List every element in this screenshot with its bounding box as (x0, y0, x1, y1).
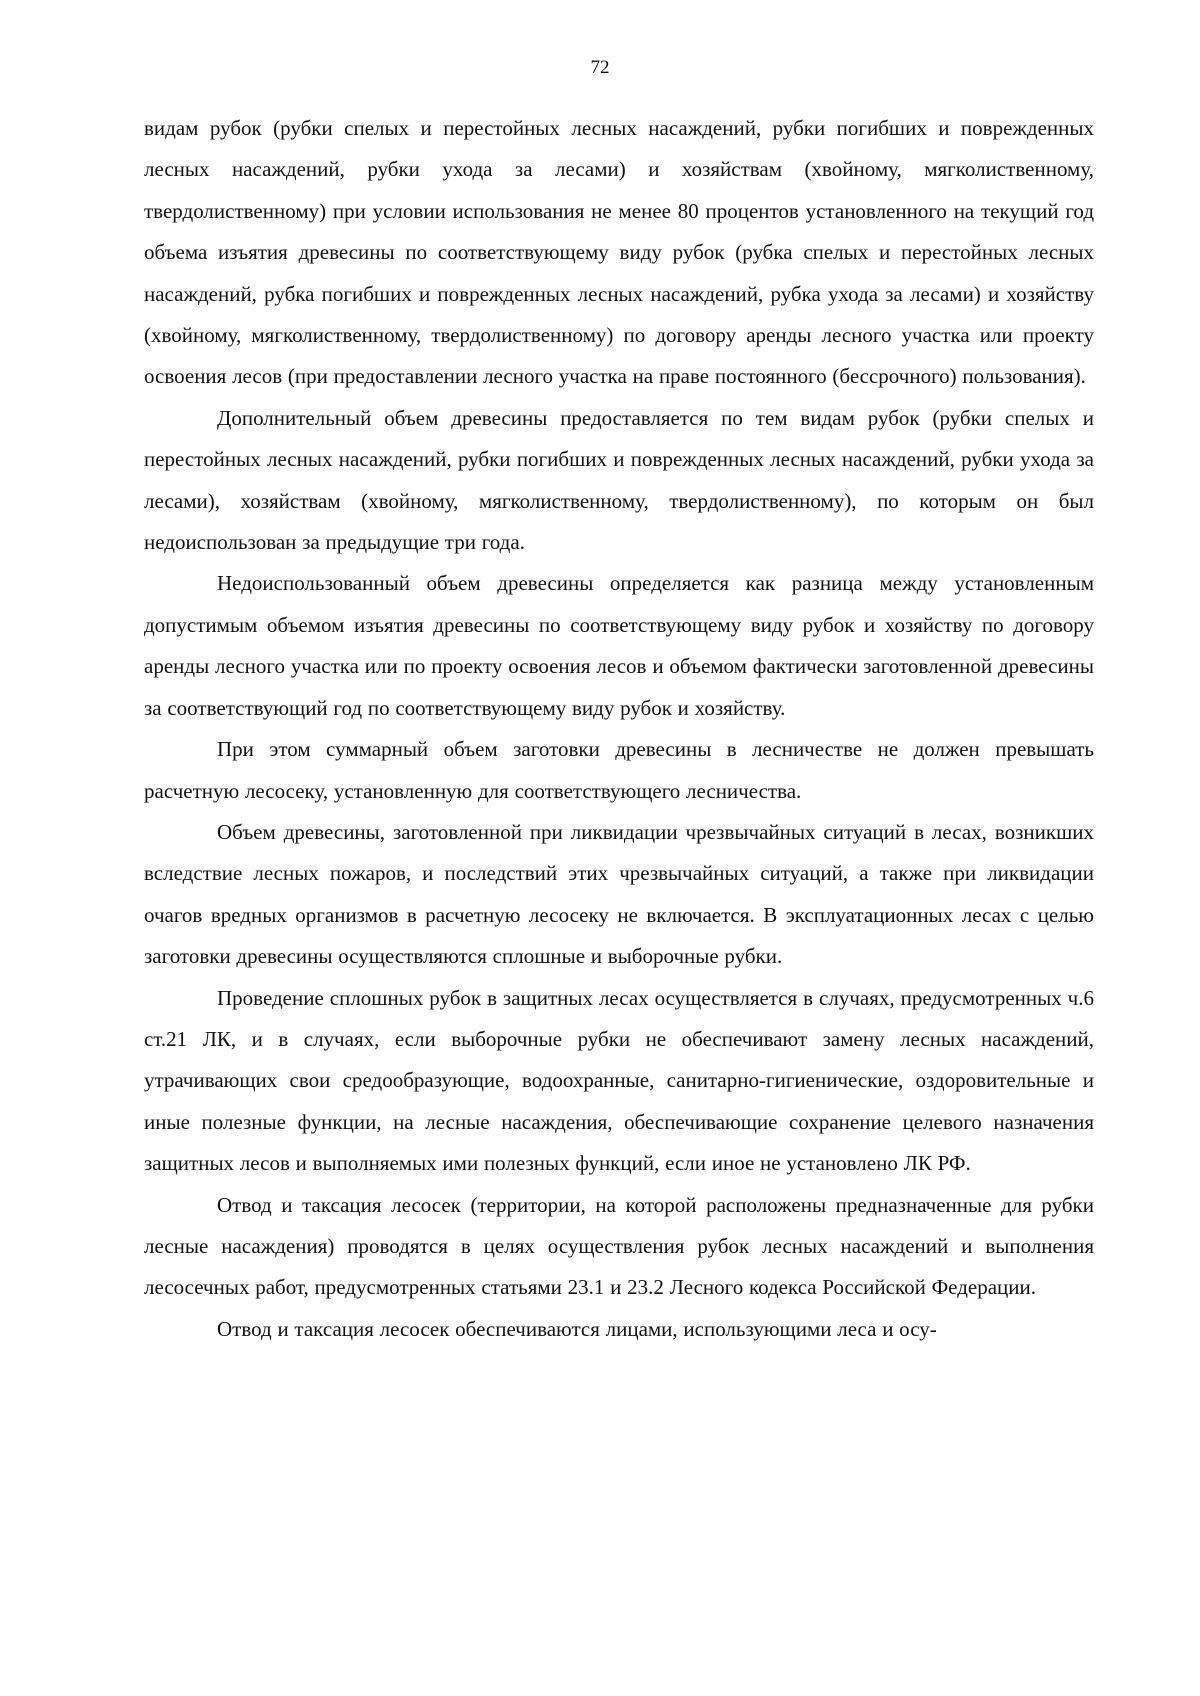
paragraph-total-harvest: При этом суммарный объем заготовки древесины в лесничестве не должен превышать расчетную лесосеку, установленную для соответствующего лесничества. (144, 737, 1094, 803)
document-body (144, 108, 1094, 1350)
paragraph-clear-cutting: Проведение сплошных рубок в защитных лесах осуществляется в случаях, предусмотренных ч.6 ст.21 ЛК, и в случаях, если выборочные рубки не обеспечивают замену лесных насаждений, утрачивающих свои средообразующие, водоохранные, санитарно-гигиенические, оздоровительные и иные полезные функции, на лесные насаждения, обеспечивающие сохранение целевого назначения защитных лесов и выполняемых ими полезных функций, если иное не установлено ЛК РФ. (144, 985, 1094, 1176)
paragraph-unused-volume: Недоиспользованный объем древесины определяется как разница между установленным допустимым объемом изъятия древесины по соответствующему виду рубок и хозяйству по договору аренды лесного участка или по проекту освоения лесов и объемом фактически заготовленной древесины за соответствующий год по соответствующему виду рубок и хозяйству. (144, 571, 1094, 720)
page-number: 72 (590, 57, 610, 78)
paragraph-additional-volume: Дополнительный объем древесины предоставляется по тем видам рубок (рубки спелых и перестойных лесных насаждений, рубки погибших и поврежденных лесных насаждений, рубки ухода за лесами), хозяйствам (хвойному, мягколиственному, твердолиственному), по которым он был недоиспользован за предыдущие три года. (144, 405, 1094, 555)
paragraph-allotment-taxation: Отвод и таксация лесосек (территории, на которой расположены предназначенные для рубки лесные насаждения) проводятся в целях осуществления рубок лесных насаждений и выполнения лесосечных работ, предусмотренных статьями 23.1 и 23.2 Лесного кодекса Российской Федерации. (144, 1192, 1094, 1300)
paragraph-continuation: видам рубок (рубки спелых и перестойных лесных насаждений, рубки погибших и поврежденных лесных насаждений, рубки ухода за лесами) и хозяйствам (хвойному, мягколиственному, твердолиственному) при условии использования не менее 80 процентов установленного на текущий год объема изъятия древесины по соответствующему виду рубок (рубка спелых и перестойных лесных насаждений, рубка погибших и поврежденных лесных насаждений, рубка ухода за лесами) и хозяйству (хвойному, мягколиственному, твердолиственному) по договору аренды лесного участка или проекту освоения лесов (при предоставлении лесного участка на праве постоянного (бессрочного) пользования). (144, 116, 1094, 389)
paragraph-emergency-volume: Объем древесины, заготовленной при ликвидации чрезвычайных ситуаций в лесах, возникших вследствие лесных пожаров, и последствий этих чрезвычайных ситуаций, а также при ликвидации очагов вредных организмов в расчетную лесосеку не включается. В эксплуатационных лесах с целью заготовки древесины осуществляются сплошные и выборочные рубки. (144, 819, 1094, 969)
paragraph-allotment-provision: Отвод и таксация лесосек обеспечиваются лицами, использующими леса и осу- (217, 1316, 937, 1341)
